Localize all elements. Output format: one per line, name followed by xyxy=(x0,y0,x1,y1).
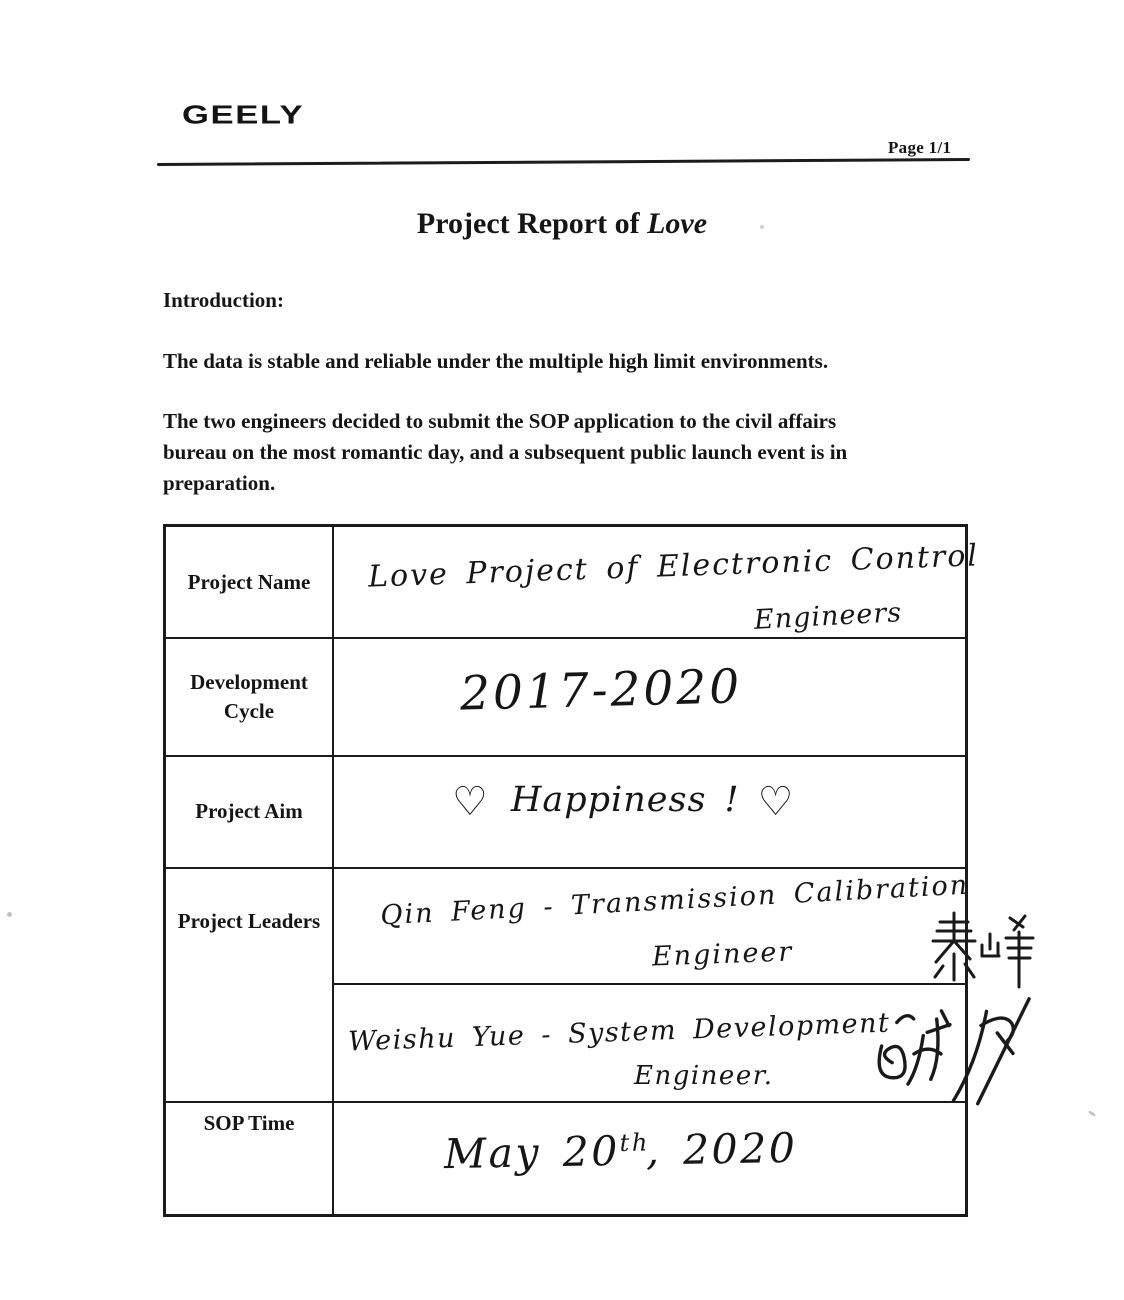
introduction-heading: Introduction: xyxy=(163,288,284,312)
development-cycle-handwriting: 2017-2020 xyxy=(459,658,743,722)
leader1-value-cell xyxy=(333,868,970,984)
leader1-handwriting: Qin Feng - Transmission Calibration xyxy=(379,869,970,931)
leader2-handwriting-cont: Engineer. xyxy=(634,1060,774,1091)
development-cycle-value-cell xyxy=(333,638,967,756)
project-aim-text: Happiness ! xyxy=(510,779,740,820)
leader2-signature xyxy=(866,995,1070,1117)
ordinal-suffix: th xyxy=(619,1127,651,1157)
scan-speck xyxy=(1088,1110,1096,1117)
project-leaders-label: Project Leaders xyxy=(165,868,334,1102)
leader1-signature xyxy=(930,910,1035,995)
table-row xyxy=(165,756,967,868)
sop-time-value-cell xyxy=(333,1102,967,1216)
project-name-handwriting-cont: Engineers xyxy=(753,597,903,636)
project-aim-value-cell xyxy=(333,756,967,868)
scan-speck xyxy=(7,912,12,917)
sop-time-label: SOP Time xyxy=(165,1102,334,1216)
project-name-handwriting: Love Project of Electronic Control xyxy=(367,538,980,595)
development-cycle-label: Development Cycle xyxy=(165,638,334,756)
project-aim-handwriting xyxy=(452,779,794,825)
scan-speck xyxy=(760,225,764,229)
geely-logo: GEELY xyxy=(182,100,305,129)
leader1-handwriting-cont: Engineer xyxy=(651,936,794,972)
report-table xyxy=(163,524,980,1217)
sop-time-handwriting: May 20th, 2020 xyxy=(443,1123,798,1178)
heart-icon: ♡ xyxy=(452,778,489,825)
intro-paragraph-1: The data is stable and reliable under the multiple high limit environments. xyxy=(163,349,829,373)
page-number: Page 1/1 xyxy=(888,138,952,157)
project-name-value-cell xyxy=(333,526,980,638)
heart-icon: ♡ xyxy=(757,778,795,825)
project-aim-label: Project Aim xyxy=(165,756,334,868)
paragraph-line: preparation. xyxy=(163,471,276,495)
project-name-label: Project Name xyxy=(165,526,334,638)
table-row xyxy=(165,526,967,638)
header-rule xyxy=(157,158,970,166)
title-emphasis: Love xyxy=(647,207,708,240)
document-title xyxy=(0,207,1124,241)
intro-paragraph-2 xyxy=(163,406,847,499)
table-row xyxy=(165,638,967,756)
leader2-handwriting: Weishu Yue - System Development xyxy=(347,1007,891,1057)
paragraph-line: The two engineers decided to submit the SOP application to the civil affairs xyxy=(163,409,837,433)
table-row xyxy=(165,868,967,984)
title-prefix: Project Report of xyxy=(416,207,648,240)
paragraph-line: bureau on the most romantic day, and a subsequent public launch event is in xyxy=(163,440,848,464)
table-row xyxy=(165,1102,967,1216)
